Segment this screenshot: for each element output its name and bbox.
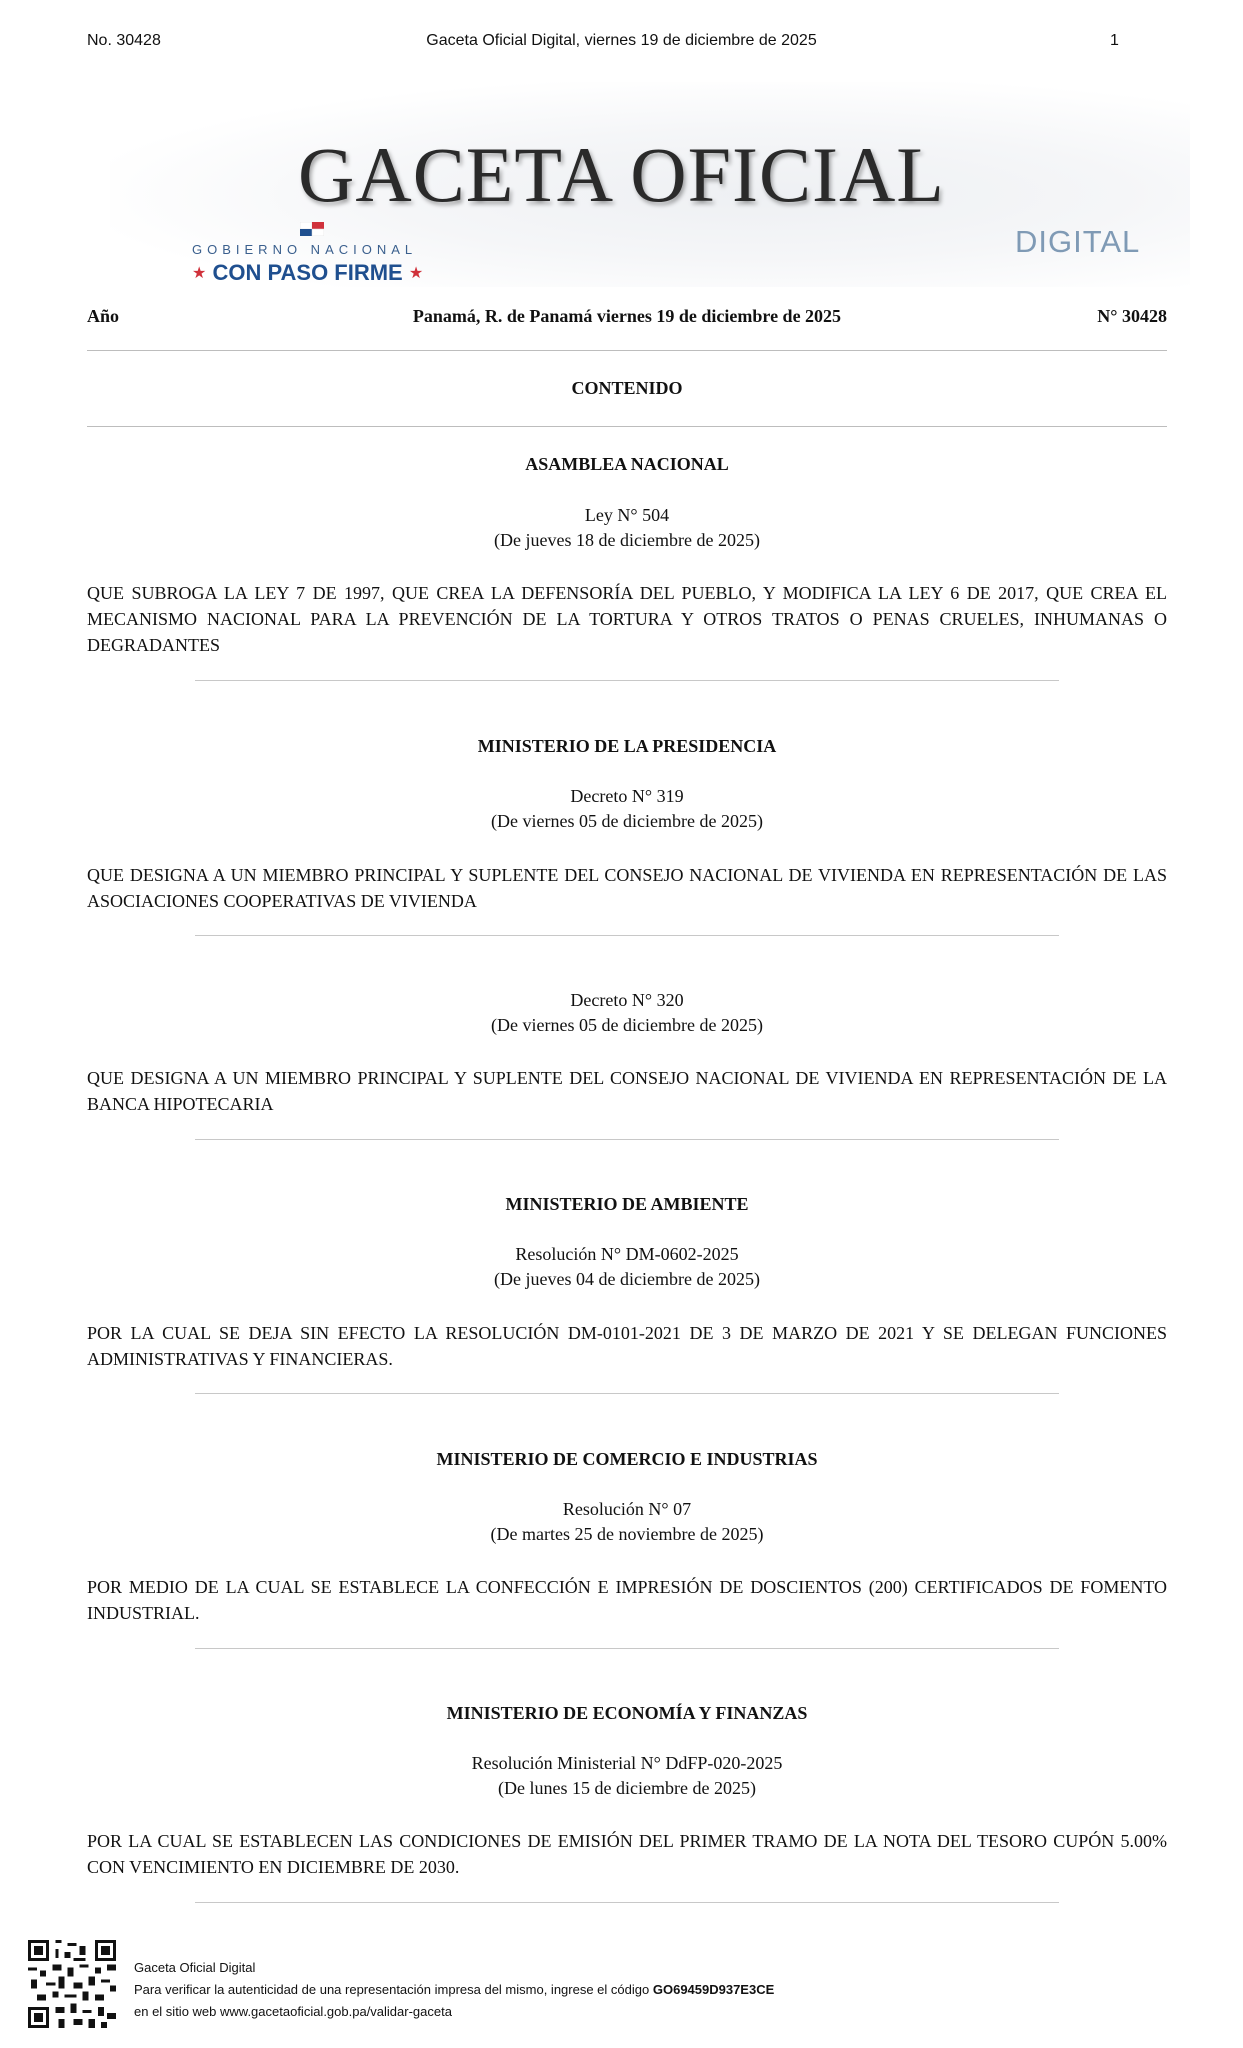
footer-verify-text: Para verificar la autenticidad de una representación impresa del mismo, ingrese el código [134,1982,650,1997]
section-date: (De jueves 18 de diciembre de 2025) [494,530,760,550]
section-summary: POR MEDIO DE LA CUAL SE ESTABLECE LA CONFECCIÓN E IMPRESIÓN DE DOSCIENTOS (200) CERTIFICADOS DE FOMENTO INDUSTRIAL. [87,1577,1167,1623]
section-summary: QUE DESIGNA A UN MIEMBRO PRINCIPAL Y SUPLENTE DEL CONSEJO NACIONAL DE VIVIENDA EN REPRESENTACIÓN DE LAS ASOCIACIONES COOPERATIVAS DE VIVIENDA [87,865,1167,911]
section-doc: Resolución N° DM-0602-2025 [515,1244,739,1264]
masthead [0,82,1243,287]
divider [87,426,1167,427]
section-doc: Resolución Ministerial N° DdFP-020-2025 [471,1753,783,1773]
verification-footer [28,1940,1218,2030]
page-number: 1 [1110,32,1119,49]
section-ministry: MINISTERIO DE ECONOMÍA Y FINANZAS [446,1703,808,1723]
section-ministry: MINISTERIO DE LA PRESIDENCIA [477,736,777,756]
section-date: (De jueves 04 de diciembre de 2025) [494,1269,760,1289]
star-icon: ★ [408,265,424,282]
place-date: Panamá, R. de Panamá viernes 19 de diciembre de 2025 [412,306,842,326]
issue-meta [87,306,1167,330]
section-ministry: MINISTERIO DE COMERCIO E INDUSTRIAS [436,1449,818,1469]
divider [195,1902,1059,1903]
year-label: Año [87,306,120,326]
star-icon: ★ [192,265,207,282]
gobierno-line1: GOBIERNO NACIONAL [192,242,418,257]
divider [195,1139,1059,1140]
verification-code: GO69459D937E3CE [652,1982,775,1997]
section-date: (De viernes 05 de diciembre de 2025) [491,811,763,831]
section-doc: Ley N° 504 [584,505,670,525]
qr-code-icon [28,1940,116,2028]
section-date: (De viernes 05 de diciembre de 2025) [491,1015,763,1035]
issue-label: N° 30428 [1097,306,1167,326]
section-doc: Decreto N° 319 [570,786,684,806]
footer-website: en el sitio web www.gacetaoficial.gob.pa/validar-gaceta [134,2004,452,2019]
footer-title: Gaceta Oficial Digital [134,1960,256,1975]
section-doc: Resolución N° 07 [562,1499,692,1519]
gobierno-slogan: CON PASO FIRME [212,260,403,285]
section-ministry: MINISTERIO DE AMBIENTE [505,1194,749,1214]
contenido-heading: CONTENIDO [571,378,683,398]
section-ministry: ASAMBLEA NACIONAL [525,454,729,474]
divider [87,350,1167,351]
running-header [0,32,1243,54]
section-date: (De martes 25 de noviembre de 2025) [490,1524,764,1544]
gobierno-line2 [192,260,423,286]
panama-flag-icon [300,222,324,236]
divider [195,1393,1059,1394]
masthead-digital: DIGITAL [1015,224,1141,259]
section-summary: POR LA CUAL SE DEJA SIN EFECTO LA RESOLUCIÓN DM-0101-2021 DE 3 DE MARZO DE 2021 Y SE DELEGAN FUNCIONES ADMINISTRATIVAS Y FINANCIERAS. [87,1323,1167,1369]
running-title: Gaceta Oficial Digital, viernes 19 de diciembre de 2025 [426,32,817,49]
footer-verify-line [134,1982,774,1997]
divider [195,680,1059,681]
section-date: (De lunes 15 de diciembre de 2025) [498,1778,756,1798]
section-summary: QUE DESIGNA A UN MIEMBRO PRINCIPAL Y SUPLENTE DEL CONSEJO NACIONAL DE VIVIENDA EN REPRESENTACIÓN DE LA BANCA HIPOTECARIA [87,1068,1167,1114]
section-summary: POR LA CUAL SE ESTABLECEN LAS CONDICIONES DE EMISIÓN DEL PRIMER TRAMO DE LA NOTA DEL TESORO CUPÓN 5.00% CON VENCIMIENTO EN DICIEMBRE DE 2030. [87,1831,1167,1877]
divider [195,1648,1059,1649]
section-summary: QUE SUBROGA LA LEY 7 DE 1997, QUE CREA LA DEFENSORÍA DEL PUEBLO, Y MODIFICA LA LEY 6 DE 2017, QUE CREA EL MECANISMO NACIONAL PARA LA PREVENCIÓN DE LA TORTURA Y OTROS TRATOS O PENAS CRUELES, INHUMANAS O DEGRADANTES [87,583,1167,655]
issue-number: No. 30428 [87,32,161,49]
section-doc: Decreto N° 320 [570,990,684,1010]
masthead-title: GACETA OFICIAL [298,131,945,218]
divider [195,935,1059,936]
